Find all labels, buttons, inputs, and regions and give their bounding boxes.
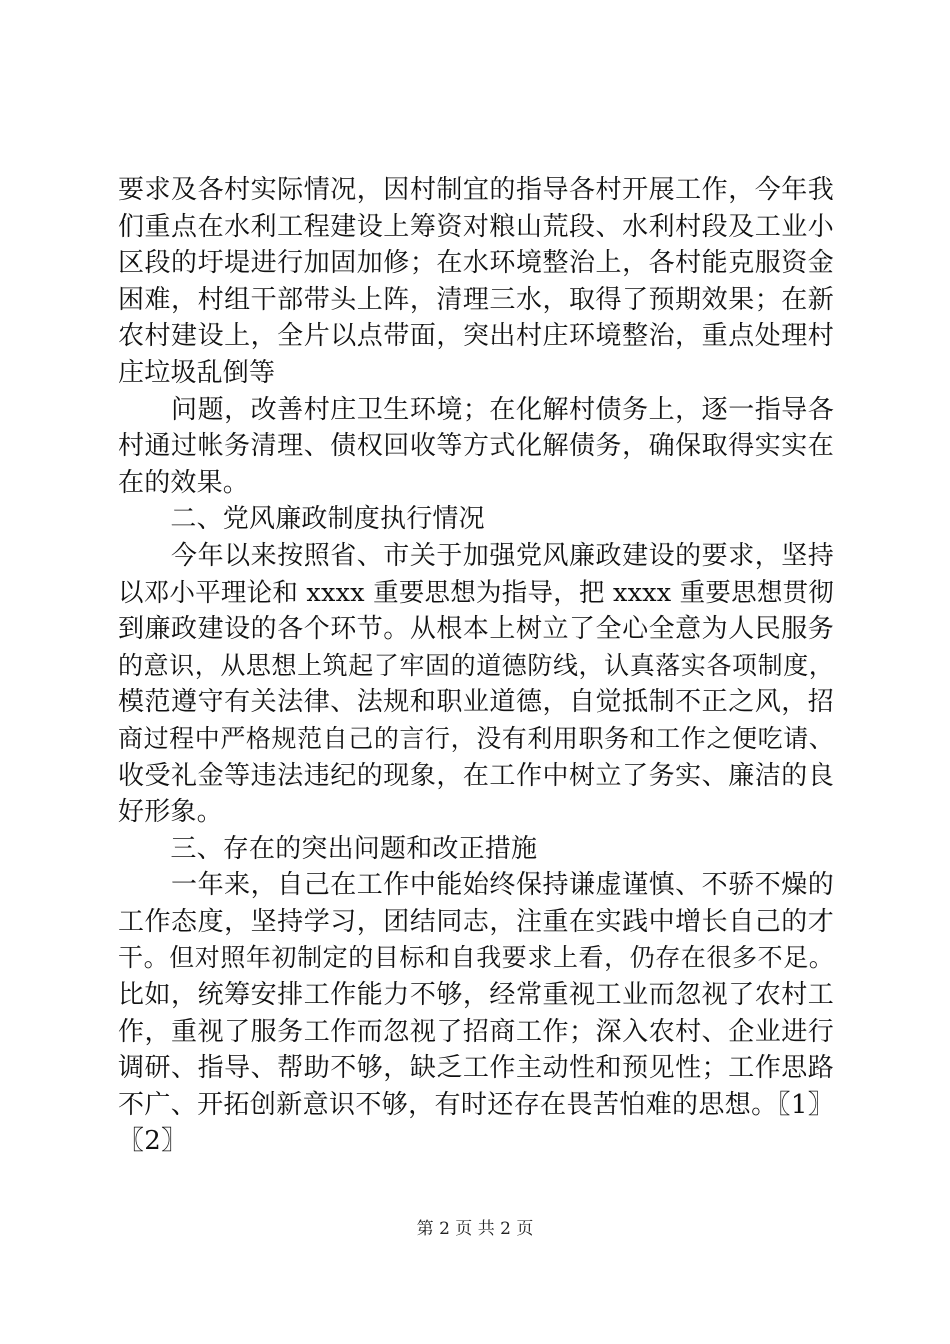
text-line: 作，重视了服务工作而忽视了招商工作；深入农村、企业进行 [118,1016,834,1047]
text-line: 问题，改善村庄卫生环境；在化解村债务上，逐一指导各 [118,394,834,425]
text-line: 村通过帐务清理、债权回收等方式化解债务，确保取得实实在 [118,431,834,462]
text-line: 工作态度，坚持学习，团结同志，注重在实践中增长自己的才 [118,906,834,937]
text-line: 商过程中严格规范自己的言行，没有利用职务和工作之便吃请、 [118,723,834,753]
text-line: 不广、开拓创新意识不够，有时还存在畏苦怕难的思想。〖1〗 [118,1089,834,1120]
text-line: 到廉政建设的各个环节。从根本上树立了全心全意为人民服务 [118,614,834,645]
text-line: 困难，村组干部带头上阵，清理三水，取得了预期效果；在新 [118,284,834,315]
text-line: 收受礼金等违法违纪的现象，在工作中树立了务实、廉洁的良 [118,760,834,791]
text-line: 农村建设上，全片以点带面，突出村庄环境整治，重点处理村 [118,321,834,352]
text-line: 今年以来按照省、市关于加强党风廉政建设的要求，坚持 [118,540,834,571]
text-line: 〖2〗 [118,1126,188,1157]
text-line: 模范遵守有关法律、法规和职业道德，自觉抵制不正之风，招 [118,687,834,718]
text-line: 庄垃圾乱倒等 [118,357,276,388]
text-line: 的意识，从思想上筑起了牢固的道德防线，认真落实各项制度， [118,650,834,680]
page-footer: 第 2 页 共 2 页 [416,1219,534,1239]
document-body [118,172,834,1160]
text-line: 们重点在水利工程建设上筹资对粮山荒段、水利村段及工业小 [118,211,834,242]
text-line: 以邓小平理论和 xxxx 重要思想为指导，把 xxxx 重要思想贯彻 [118,577,834,608]
text-line: 干。但对照年初制定的目标和自我要求上看，仍存在很多不足。 [118,943,834,973]
text-line: 调研、指导、帮助不够，缺乏工作主动性和预见性；工作思路 [118,1053,834,1084]
text-line: 区段的圩堤进行加固加修；在水环境整治上，各村能克服资金 [118,248,834,279]
text-line: 比如，统筹安排工作能力不够，经常重视工业而忽视了农村工 [118,980,834,1011]
text-line: 三、存在的突出问题和改正措施 [118,833,538,864]
text-line: 好形象。 [118,797,223,828]
text-line: 在的效果。 [118,467,250,498]
text-line: 要求及各村实际情况，因村制宜的指导各村开展工作，今年我 [118,175,834,205]
text-line: 二、党风廉政制度执行情况 [118,504,485,535]
text-line: 一年来，自己在工作中能始终保持谦虚谨慎、不骄不燥的 [118,870,834,901]
